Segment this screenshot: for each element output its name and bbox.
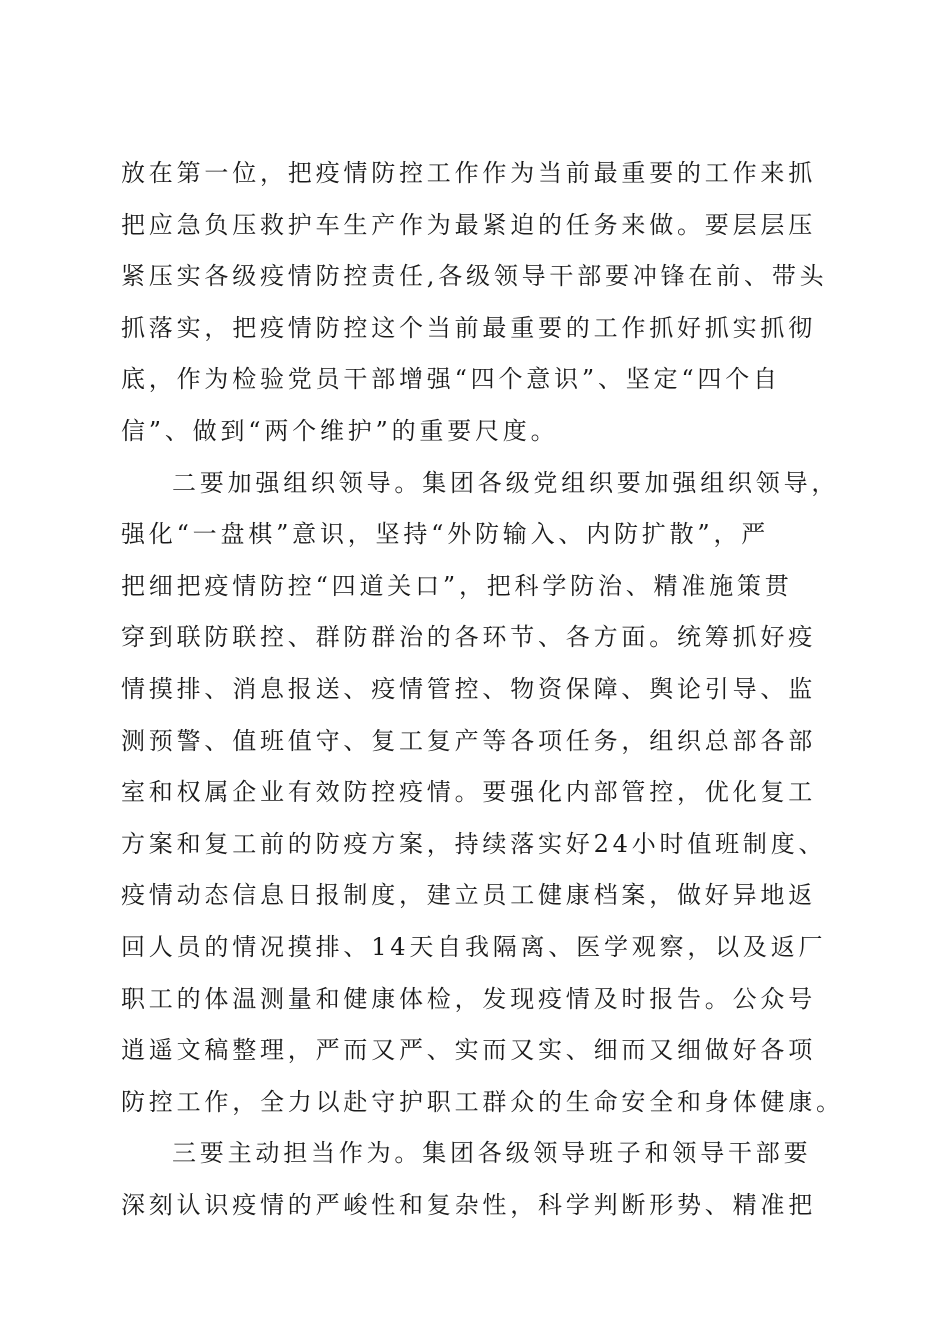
text-line: 强化“一盘棋”意识，坚持“外防输入、内防扩散”，严 [121, 520, 770, 549]
document-body [121, 148, 844, 1231]
text-line: 疫情动态信息日报制度，建立员工健康档案，做好异地返 [121, 881, 816, 910]
text-line: 把细把疫情防控“四道关口”，把科学防治、精准施策贯 [121, 571, 793, 600]
text-line: 测预警、值班值守、复工复产等各项任务，组织总部各部 [121, 726, 816, 755]
text-line: 职工的体温测量和健康体检，发现疫情及时报告。公众号 [121, 984, 816, 1013]
text-line: 穿到联防联控、群防群治的各环节、各方面。统筹抓好疫 [121, 623, 816, 652]
text-line: 逍遥文稿整理，严而又严、实而又实、细而又细做好各项 [121, 1036, 816, 1065]
paragraph-start-line: 二要加强组织领导。集团各级党组织要加强组织领导， [172, 468, 840, 497]
text-line: 信”、做到“两个维护”的重要尺度。 [121, 416, 559, 445]
text-line: 紧压实各级疫情防控责任,各级领导干部要冲锋在前、带头 [121, 262, 828, 291]
text-line: 防控工作，全力以赴守护职工群众的生命安全和身体健康。 [121, 1087, 844, 1116]
paragraph-start-line: 三要主动担当作为。集团各级领导班子和领导干部要 [172, 1139, 812, 1168]
text-line: 方案和复工前的防疫方案，持续落实好24小时值班制度、 [121, 829, 827, 858]
text-line: 室和权属企业有效防控疫情。要强化内部管控，优化复工 [121, 778, 816, 807]
text-line: 回人员的情况摸排、14天自我隔离、医学观察，以及返厂 [121, 932, 827, 961]
text-line: 放在第一位，把疫情防控工作作为当前最重要的工作来抓 [121, 159, 816, 187]
text-line: 深刻认识疫情的严峻性和复杂性，科学判断形势、精准把 [121, 1190, 816, 1219]
text-line: 抓落实，把疫情防控这个当前最重要的工作抓好抓实抓彻 [121, 313, 816, 342]
text-line: 底，作为检验党员干部增强“四个意识”、坚定“四个自 [121, 365, 781, 394]
text-line: 把应急负压救护车生产作为最紧迫的任务来做。要层层压 [121, 210, 816, 239]
text-line: 情摸排、消息报送、疫情管控、物资保障、舆论引导、监 [121, 674, 816, 703]
